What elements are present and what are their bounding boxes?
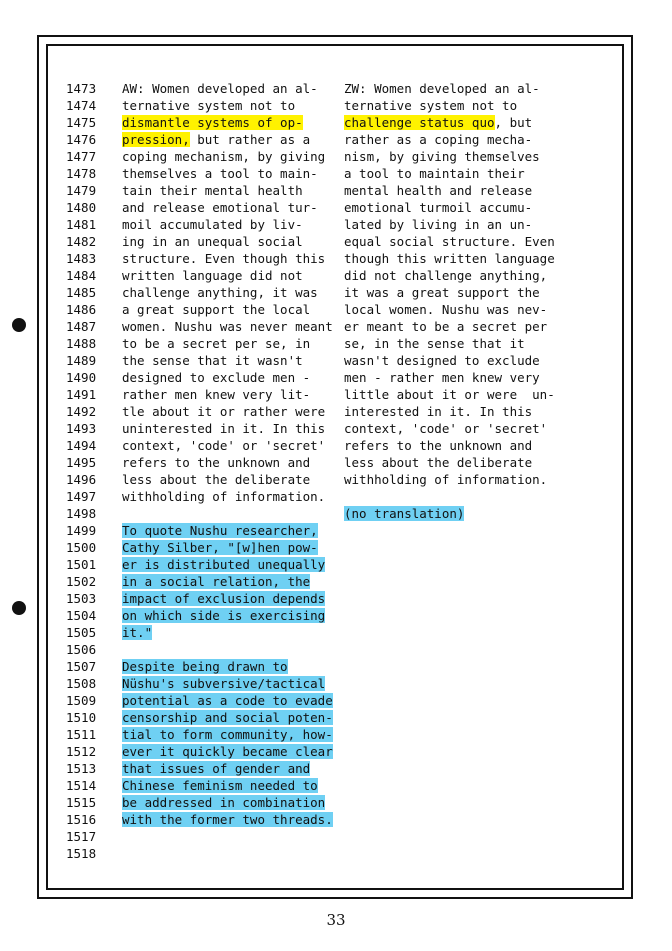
despite-line: [122, 760, 336, 777]
line-number: 1492: [66, 404, 97, 419]
highlight-blue: censorship and social poten-: [122, 710, 333, 725]
line-number: 1489: [66, 353, 97, 368]
despite-block: [122, 658, 336, 828]
aw-line: pression, but rather as a: [122, 132, 311, 147]
line-number: 1501: [66, 557, 97, 572]
highlight-blue: potential as a code to evade: [122, 693, 333, 708]
aw-line: written language did not: [122, 268, 303, 283]
aw-line: and release emotional tur-: [122, 200, 318, 215]
aw-line: AW: Women developed an al-: [122, 81, 318, 96]
zw-line: ternative system not to: [344, 98, 518, 113]
highlight-yellow: pression,: [122, 132, 190, 147]
quote-line: [122, 607, 336, 624]
zw-line: little about it or were un-: [344, 387, 555, 402]
line-number: 1518: [66, 846, 97, 861]
line-number: 1490: [66, 370, 97, 385]
aw-line: ternative system not to: [122, 98, 296, 113]
left-column: [122, 80, 336, 828]
aw-line: a great support the local: [122, 302, 311, 317]
line-number: 1486: [66, 302, 97, 317]
line-number: 1493: [66, 421, 97, 436]
zw-line: did not challenge anything,: [344, 268, 548, 283]
highlight-blue: impact of exclusion depends: [122, 591, 326, 606]
line-number: 1517: [66, 829, 97, 844]
line-number: 1491: [66, 387, 97, 402]
line-number: 1498: [66, 506, 97, 521]
zw-line: interested in it. In this: [344, 404, 533, 419]
line-number: 1480: [66, 200, 97, 215]
highlight-blue: Chinese feminism needed to: [122, 778, 318, 793]
line-number: 1479: [66, 183, 97, 198]
quote-line: [122, 522, 336, 539]
page-number: 33: [326, 911, 346, 929]
aw-line: [122, 114, 336, 131]
zw-line: context, 'code' or 'secret': [344, 421, 548, 436]
aw-line: uninterested in it. In this: [122, 421, 326, 436]
aw-line: refers to the unknown and: [122, 455, 311, 470]
aw-line: structure. Even though this: [122, 251, 326, 266]
line-number: 1508: [66, 676, 97, 691]
line-number: 1502: [66, 574, 97, 589]
blank-line: [344, 488, 558, 505]
zw-line: local women. Nushu was nev-: [344, 302, 548, 317]
zw-line: withholding of information.: [344, 472, 548, 487]
despite-line: [122, 726, 336, 743]
aw-line: ing in an unequal social: [122, 234, 303, 249]
line-number: 1513: [66, 761, 97, 776]
despite-line: [122, 743, 336, 760]
zw-line: er meant to be a secret per: [344, 319, 548, 334]
line-number: 1496: [66, 472, 97, 487]
aw-line: designed to exclude men -: [122, 370, 311, 385]
line-number: 1488: [66, 336, 97, 351]
zw-line: wasn't designed to exclude: [344, 353, 540, 368]
line-number: 1514: [66, 778, 97, 793]
despite-line: [122, 811, 336, 828]
aw-line: coping mechanism, by giving: [122, 149, 326, 164]
zw-line: it was a great support the: [344, 285, 540, 300]
zw-line: ZW: Women developed an al-: [344, 81, 540, 96]
highlight-blue: To quote Nushu researcher,: [122, 523, 318, 538]
zw-line: nism, by giving themselves: [344, 149, 540, 164]
line-number: 1487: [66, 319, 97, 334]
despite-line: [122, 692, 336, 709]
zw-line: less about the deliberate: [344, 455, 533, 470]
line-number: 1478: [66, 166, 97, 181]
aw-line: tain their mental health: [122, 183, 303, 198]
line-number: 1510: [66, 710, 97, 725]
line-number: 1497: [66, 489, 97, 504]
line-numbers: [66, 80, 114, 862]
right-column: [344, 80, 558, 522]
zw-line: men - rather men knew very: [344, 370, 540, 385]
highlight-yellow: challenge status quo: [344, 115, 495, 130]
highlight-blue: that issues of gender and: [122, 761, 311, 776]
line-number: 1474: [66, 98, 97, 113]
despite-line: [122, 709, 336, 726]
quote-line: [122, 624, 336, 641]
quote-line: [122, 573, 336, 590]
highlight-blue: Despite being drawn to: [122, 659, 288, 674]
quote-line: [122, 539, 336, 556]
line-number: 1505: [66, 625, 97, 640]
aw-line: themselves a tool to main-: [122, 166, 318, 181]
line-number: 1507: [66, 659, 97, 674]
line-number: 1506: [66, 642, 97, 657]
aw-line: moil accumulated by liv-: [122, 217, 303, 232]
line-number: 1494: [66, 438, 97, 453]
highlight-blue: be addressed in combination: [122, 795, 326, 810]
line-number: 1516: [66, 812, 97, 827]
line-number: 1482: [66, 234, 97, 249]
highlight-blue: it.": [122, 625, 153, 640]
quote-line: [122, 590, 336, 607]
line-number: 1485: [66, 285, 97, 300]
line-number: 1499: [66, 523, 97, 538]
despite-line: [122, 675, 336, 692]
aw-line: tle about it or rather were: [122, 404, 326, 419]
aw-line: less about the deliberate: [122, 472, 311, 487]
line-number: 1511: [66, 727, 97, 742]
zw-line: equal social structure. Even: [344, 234, 555, 249]
highlight-blue: Cathy Silber, "[w]hen pow-: [122, 540, 318, 555]
highlight-blue: (no translation): [344, 506, 465, 521]
aw-line: withholding of information.: [122, 489, 326, 504]
highlight-blue: with the former two threads.: [122, 812, 333, 827]
aw-line: context, 'code' or 'secret': [122, 438, 326, 453]
aw-line: challenge anything, it was: [122, 285, 318, 300]
line-number: 1512: [66, 744, 97, 759]
highlight-blue: ever it quickly became clear: [122, 744, 333, 759]
no-translation-line: [344, 505, 558, 522]
zw-line: refers to the unknown and: [344, 438, 533, 453]
aw-line: women. Nushu was never meant: [122, 319, 333, 334]
blank-line: [122, 641, 336, 658]
line-number: 1503: [66, 591, 97, 606]
line-number: 1477: [66, 149, 97, 164]
quote-line: [122, 556, 336, 573]
highlight-blue: tial to form community, how-: [122, 727, 333, 742]
quote-block: [122, 522, 336, 641]
despite-line: [122, 777, 336, 794]
zw-line: a tool to maintain their: [344, 166, 525, 181]
zw-line: lated by living in an un-: [344, 217, 533, 232]
line-number: 1495: [66, 455, 97, 470]
blank-line: [122, 505, 336, 522]
zw-line: though this written language: [344, 251, 555, 266]
line-number: 1476: [66, 132, 97, 147]
aw-line: to be a secret per se, in: [122, 336, 311, 351]
zw-line: challenge status quo, but: [344, 115, 533, 130]
line-number: 1481: [66, 217, 97, 232]
zw-line: mental health and release: [344, 183, 533, 198]
line-number: 1515: [66, 795, 97, 810]
line-number: 1500: [66, 540, 97, 555]
highlight-blue: on which side is exercising: [122, 608, 326, 623]
aw-line: rather men knew very lit-: [122, 387, 311, 402]
despite-line: [122, 658, 336, 675]
zw-line: rather as a coping mecha-: [344, 132, 533, 147]
highlight-blue: Nüshu's subversive/tactical: [122, 676, 326, 691]
zw-line: se, in the sense that it: [344, 336, 525, 351]
binder-hole: [12, 318, 26, 332]
line-number: 1484: [66, 268, 97, 283]
highlight-blue: er is distributed unequally: [122, 557, 326, 572]
line-number: 1504: [66, 608, 97, 623]
highlight-blue: in a social relation, the: [122, 574, 311, 589]
aw-line: the sense that it wasn't: [122, 353, 303, 368]
line-number: 1475: [66, 115, 97, 130]
line-number: 1483: [66, 251, 97, 266]
despite-line: [122, 794, 336, 811]
highlight-yellow: dismantle systems of op-: [122, 115, 303, 130]
line-number: 1509: [66, 693, 97, 708]
line-number: 1473: [66, 81, 97, 96]
binder-hole: [12, 601, 26, 615]
zw-line: emotional turmoil accumu-: [344, 200, 533, 215]
